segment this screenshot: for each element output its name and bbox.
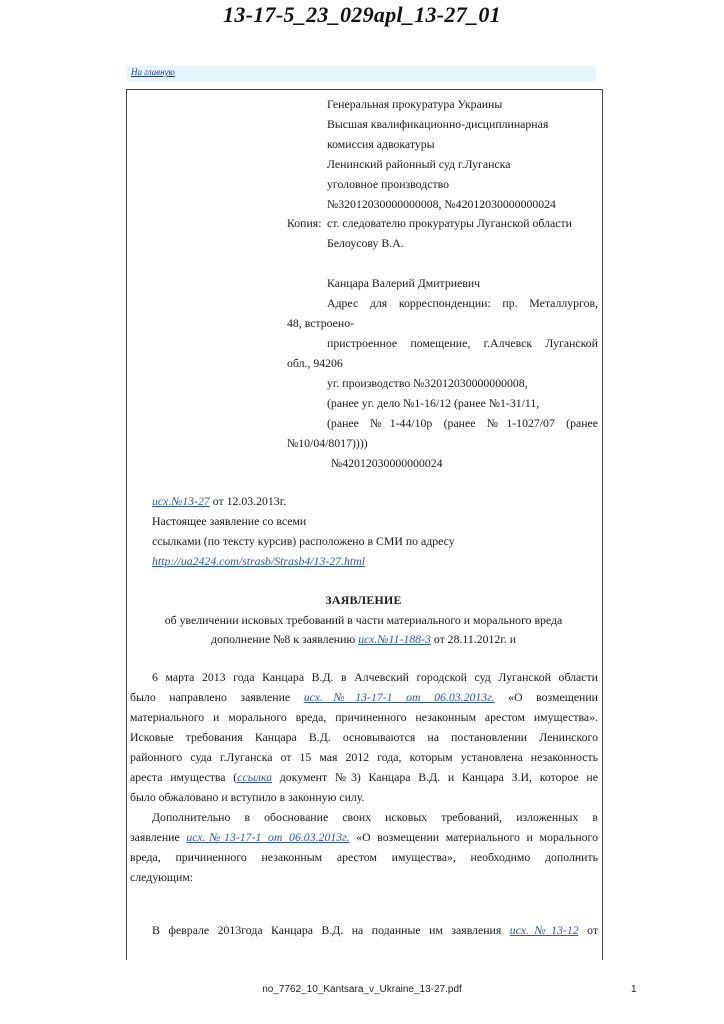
claim-ref-link[interactable]: исх.№13-17-1 от 06.03.2013г. [186, 830, 350, 844]
body-text: от [578, 923, 598, 937]
body-text: В феврале 2013года Канцара В.Д. на поданные им заявления [152, 923, 510, 937]
application-ref-link[interactable]: исх.№13-12 [509, 923, 579, 937]
case-line: №10/04/8017)))) [287, 436, 368, 450]
body-text: «О возмещении материального и морального [349, 830, 598, 844]
body-line: 6 марта 2013 года Канцара В.Д. в Алчевский городской суд Луганской области [152, 670, 598, 684]
body-line: вреда, причиненного незаконным арестом имущества», необходимо дополнить [130, 850, 598, 864]
home-link[interactable]: На главную [131, 67, 175, 77]
claim-ref-link[interactable]: исх.№13-17-1 от 06.03.2013г. [303, 690, 495, 704]
document-id-header: 13-17-5_23_029apl_13-27_01 [223, 2, 501, 27]
body-line: Дополнительно в обоснование своих исковых требований, изложенных в [152, 810, 598, 824]
outgoing-ref-link[interactable]: исх.№13-27 [152, 494, 210, 508]
body-line [130, 830, 598, 844]
footer-filename: no_7762_10_Kantsara_v_Ukraine_13-27.pdf [262, 984, 462, 995]
footer-page-number: 1 [631, 984, 637, 995]
body-line: следующим: [130, 870, 194, 884]
outgoing-ref-date: от 12.03.2013г. [209, 494, 287, 508]
recipient-line: комиссия адвокатуры [327, 137, 435, 151]
publication-url-link[interactable]: http://ua2424.com/strasb/Strasb4/13-27.html [152, 554, 366, 568]
body-text: ареста имущества ( [130, 770, 238, 784]
publication-url-line [152, 554, 365, 568]
body-line: Исковые требования Канцара В.Д. основываются на постановлении Ленинского [130, 730, 598, 744]
sender-name: Канцара Валерий Дмитриевич [327, 276, 481, 290]
publication-note: Настоящее заявление со всеми [152, 514, 307, 528]
sender-address: 48, встроено- [287, 316, 355, 330]
body-line [130, 770, 598, 784]
body-text: заявление [130, 830, 187, 844]
sender-address: обл., 94206 [287, 356, 343, 370]
sender-address: Адрес для корреспонденции: пр. Металлургов, [327, 296, 598, 310]
document-ref-link[interactable]: ссылка [237, 770, 272, 784]
statement-subtitle: об увеличении исковых требований в части материального и морального вреда [164, 613, 563, 627]
supplement-ref-link[interactable]: исх.№11-188-3 [358, 632, 431, 646]
nav-bar [126, 66, 596, 81]
body-line [152, 923, 598, 937]
body-line: районного суда г.Луганска от 15 мая 2012 года, которым установлена незаконность [130, 750, 598, 764]
supplement-prefix: дополнение №8 к заявлению [210, 632, 359, 646]
case-line: уг. производство №32012030000000008, [327, 376, 528, 390]
body-text: было направлено заявление [130, 690, 304, 704]
case-line: №42012030000000024 [331, 456, 443, 470]
recipient-line: Высшая квалификационно-дисциплинарная [327, 117, 549, 131]
recipient-line: уголовное производство [327, 177, 449, 191]
body-text: «О возмещении [494, 690, 598, 704]
body-line: было обжаловано и вступило в законную силу. [130, 790, 365, 804]
body-text: документ №3) Канцара В.Д. и Канцара З.И, которое не [271, 770, 598, 784]
recipient-line: №32012030000000008, №42012030000000024 [327, 197, 556, 211]
body-line: материального и морального вреда, причиненного незаконным арестом имущества». [130, 710, 598, 724]
recipient-line: Ленинский районный суд г.Луганска [327, 157, 511, 171]
outgoing-ref [152, 494, 286, 508]
statement-supplement [126, 632, 601, 646]
case-line: (ранее №1-44/10р (ранее №1-1027/07 (ранее [327, 416, 598, 430]
body-line [130, 690, 598, 704]
copy-line: ст. следователю прокуратуры Луганской области [327, 216, 572, 230]
publication-note: ссылками (по тексту курсив) расположено в СМИ по адресу [152, 534, 455, 548]
copy-label: Копия: [287, 216, 322, 230]
sender-address: пристроенное помещение, г.Алчевск Луганской [327, 336, 598, 350]
case-line: (ранее уг. дело №1-16/12 (ранее №1-31/11, [327, 396, 540, 410]
statement-heading: ЗАЯВЛЕНИЕ [325, 593, 402, 607]
copy-line: Белоусову В.А. [327, 236, 404, 250]
supplement-suffix: от 28.11.2012г. и [430, 632, 517, 646]
recipient-line: Генеральная прокуратура Украины [327, 97, 503, 111]
